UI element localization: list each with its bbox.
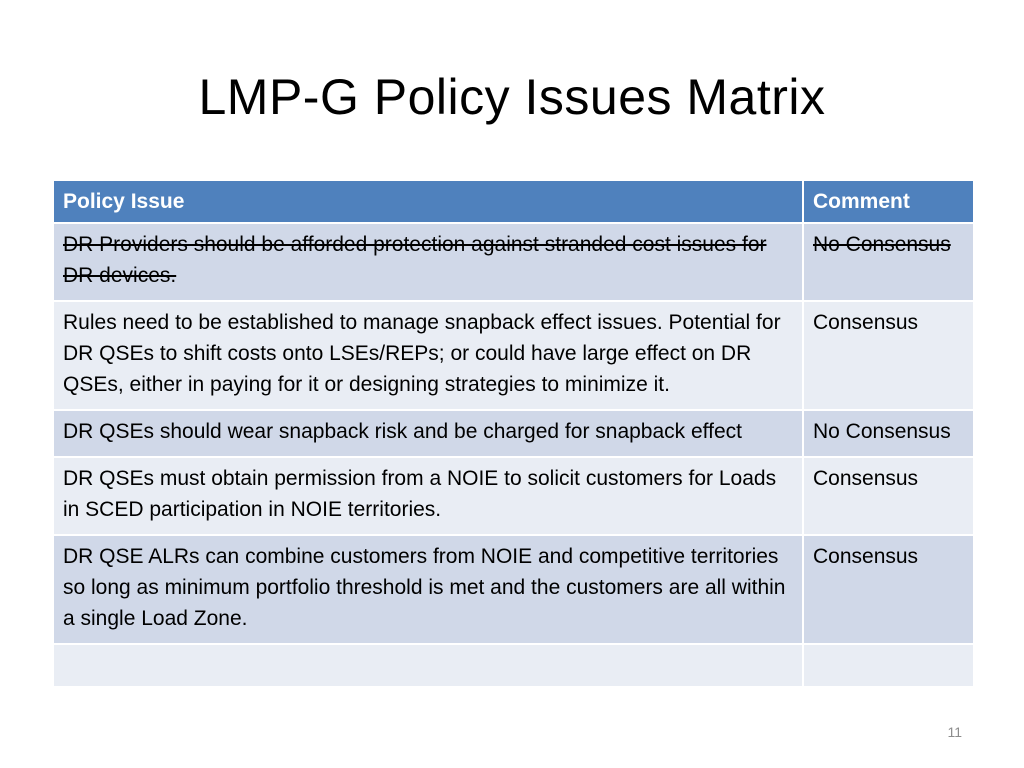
- policy-issue-cell: [53, 644, 803, 687]
- column-header-comment: Comment: [803, 180, 974, 223]
- table-row: [53, 457, 974, 535]
- policy-issue-text: DR QSEs must obtain permission from a NOIE to solicit customers for Loads in SCED participation in NOIE territories.: [63, 467, 777, 521]
- comment-cell: [803, 535, 974, 644]
- comment-cell: [803, 457, 974, 535]
- table-header-row: [53, 180, 974, 223]
- policy-issue-cell: [53, 535, 803, 644]
- policy-issue-cell: [53, 223, 803, 301]
- policy-issue-cell: [53, 457, 803, 535]
- policy-issue-text: Rules need to be established to manage snapback effect issues. Potential for DR QSEs to shift costs onto LSEs/REPs; or could have large effect on DR QSEs, either in paying for it or designing strategies to minimize it.: [63, 311, 781, 396]
- comment-text: No Consensus: [813, 233, 951, 256]
- comment-text: Consensus: [813, 467, 919, 490]
- table-row: [53, 535, 974, 644]
- page-number: 11: [947, 724, 962, 740]
- table-row: [53, 223, 974, 301]
- comment-text: No Consensus: [813, 420, 951, 443]
- policy-issue-cell: [53, 301, 803, 410]
- comment-cell: [803, 223, 974, 301]
- policy-issue-text: DR Providers should be afforded protection against stranded cost issues for DR devices.: [63, 233, 767, 287]
- comment-cell: [803, 410, 974, 457]
- table-row-empty: [53, 644, 974, 687]
- comment-text: Consensus: [813, 311, 919, 334]
- comment-cell: [803, 301, 974, 410]
- policy-issues-table: [52, 179, 975, 688]
- slide-title: LMP-G Policy Issues Matrix: [198, 69, 826, 125]
- policy-issue-cell: [53, 410, 803, 457]
- policy-issue-text: DR QSE ALRs can combine customers from NOIE and competitive territories so long as minimum portfolio threshold is met and the customers are all within a single Load Zone.: [63, 545, 786, 630]
- comment-cell: [803, 644, 974, 687]
- table-row: [53, 410, 974, 457]
- policy-issue-text: DR QSEs should wear snapback risk and be charged for snapback effect: [63, 420, 742, 443]
- comment-text: Consensus: [813, 545, 919, 568]
- column-header-policy-issue: Policy Issue: [53, 180, 803, 223]
- table-row: [53, 301, 974, 410]
